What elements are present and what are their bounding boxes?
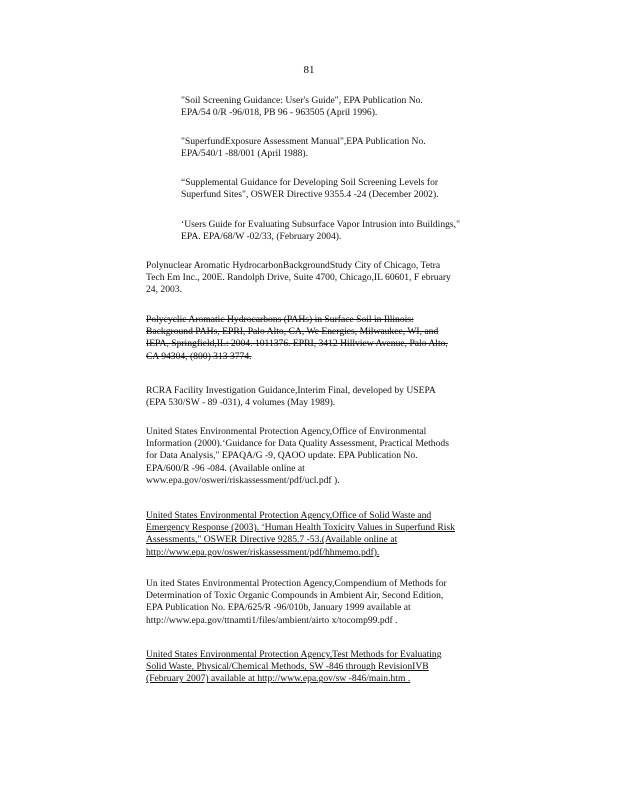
reference-line: EPA/600/R -96 -084. (Available online at (146, 462, 305, 474)
reference-line: Determination of Toxic Organic Compounds in Ambient Air, Second Edition, (146, 590, 444, 602)
reference-line: Un ited States Environmental Protection Agency,Compendium of Methods for (146, 578, 447, 589)
reference-line: EPA/540/1 -88/001 (April 1988). (181, 148, 309, 160)
reference-line: "SuperfundExposure Assessment Manual",EPA Publication No. (181, 136, 426, 147)
reference-line: for Data Analysis," EPAQA/G -9, QAOO update. EPA Publication No. (146, 450, 418, 462)
reference-human-health-toxicity-values (146, 510, 526, 559)
reference-line: www.epa.gov/osweri/riskassessment/pdf/ucl.pdf ). (146, 474, 340, 486)
reference-pah-background-study (146, 260, 526, 297)
reference-data-quality-assessment (146, 426, 526, 487)
reference-line: "Soil Screening Guidance: User's Guide", EPA Publication No. (181, 95, 423, 106)
reference-line: Tech Em Inc., 200E. Randolph Drive, Suite 4700, Chicago,IL 60601, F ebruary (146, 272, 451, 284)
reference-line: Superfund Sites", OSWER Directive 9355.4 -24 (December 2002). (181, 189, 439, 201)
reference-line: http://www.epa.gov/ttnamti1/files/ambient/airto x/tocomp99.pdf . (146, 614, 398, 626)
reference-line: Polynuclear Aromatic HydrocarbonBackgroundStudy City of Chicago, Tetra (146, 260, 441, 271)
reference-toxic-organic-compendium (146, 578, 526, 627)
reference-line: EPA/54 0/R -96/018, PB 96 - 963505 (April 1996). (181, 107, 378, 119)
reference-line: (February 2007) available at http://www.epa.gov/sw -846/main.htm . (146, 673, 411, 685)
reference-line: 24, 2003. (146, 284, 182, 296)
reference-line: CA 94304, (800) 313 3774. (146, 350, 252, 362)
reference-superfund-exposure-manual (181, 136, 503, 160)
reference-line: United States Environmental Protection Agency,Office of Solid Waste and (146, 510, 432, 521)
reference-rcra-facility-investigation (146, 385, 526, 409)
reference-supplemental-guidance (181, 177, 503, 201)
page-number: 81 (303, 64, 315, 76)
reference-line: Solid Waste, Physical/Chemical Methods, SW -846 through RevisionIVB (146, 661, 429, 673)
reference-line: Assessments," OSWER Directive 9285.7 -53.(Available online at (146, 534, 398, 546)
reference-sw846-test-methods (146, 649, 526, 686)
reference-line: “Supplemental Guidance for Developing Soil Screening Levels for (181, 177, 439, 188)
reference-line: Information (2000).‘Guidance for Data Quality Assessment, Practical Methods (146, 438, 449, 450)
reference-line: Emergency Response (2003). ‘Human Health Toxicity Values in Superfund Risk (146, 522, 455, 534)
reference-line: EPA. EPA/68/W -02/33, (February 2004). (181, 231, 342, 243)
reference-line: RCRA Facility Investigation Guidance,Interim Final, developed by USEPA (146, 385, 436, 396)
reference-line: United States Environmental Protection Agency,Test Methods for Evaluating (146, 649, 442, 660)
reference-line: United States Environmental Protection Agency,Office of Environmental (146, 426, 427, 437)
reference-line: IEPA, Springfield,IL: 2004. 1011376. EPRI, 3412 Hillview Avenue, Palo Alto, (146, 338, 448, 350)
reference-soil-screening-guidance (181, 95, 503, 119)
reference-line: Background PAHs, EPRI, Palo Alto, CA, We Energies, Milwaukee, WI, and (146, 326, 439, 338)
reference-line: ‘Users Guide for Evaluating Subsurface Vapor Intrusion into Buildings," (181, 219, 460, 230)
reference-line: http://www.epa.gov/oswer/riskassessment/pdf/hhmemo.pdf). (146, 546, 380, 558)
reference-line: (EPA 530/SW - 89 -031), 4 volumes (May 1989). (146, 397, 336, 409)
reference-vapor-intrusion-guide (181, 219, 503, 243)
reference-line: EPA Publication No. EPA/625/R -96/010b, January 1999 available at (146, 602, 411, 614)
reference-line: Polycyclic Aromatic Hydrocarbons (PAHs) in Surface Soil in Illinois: (146, 314, 414, 325)
reference-pah-illinois-struck (146, 314, 526, 363)
